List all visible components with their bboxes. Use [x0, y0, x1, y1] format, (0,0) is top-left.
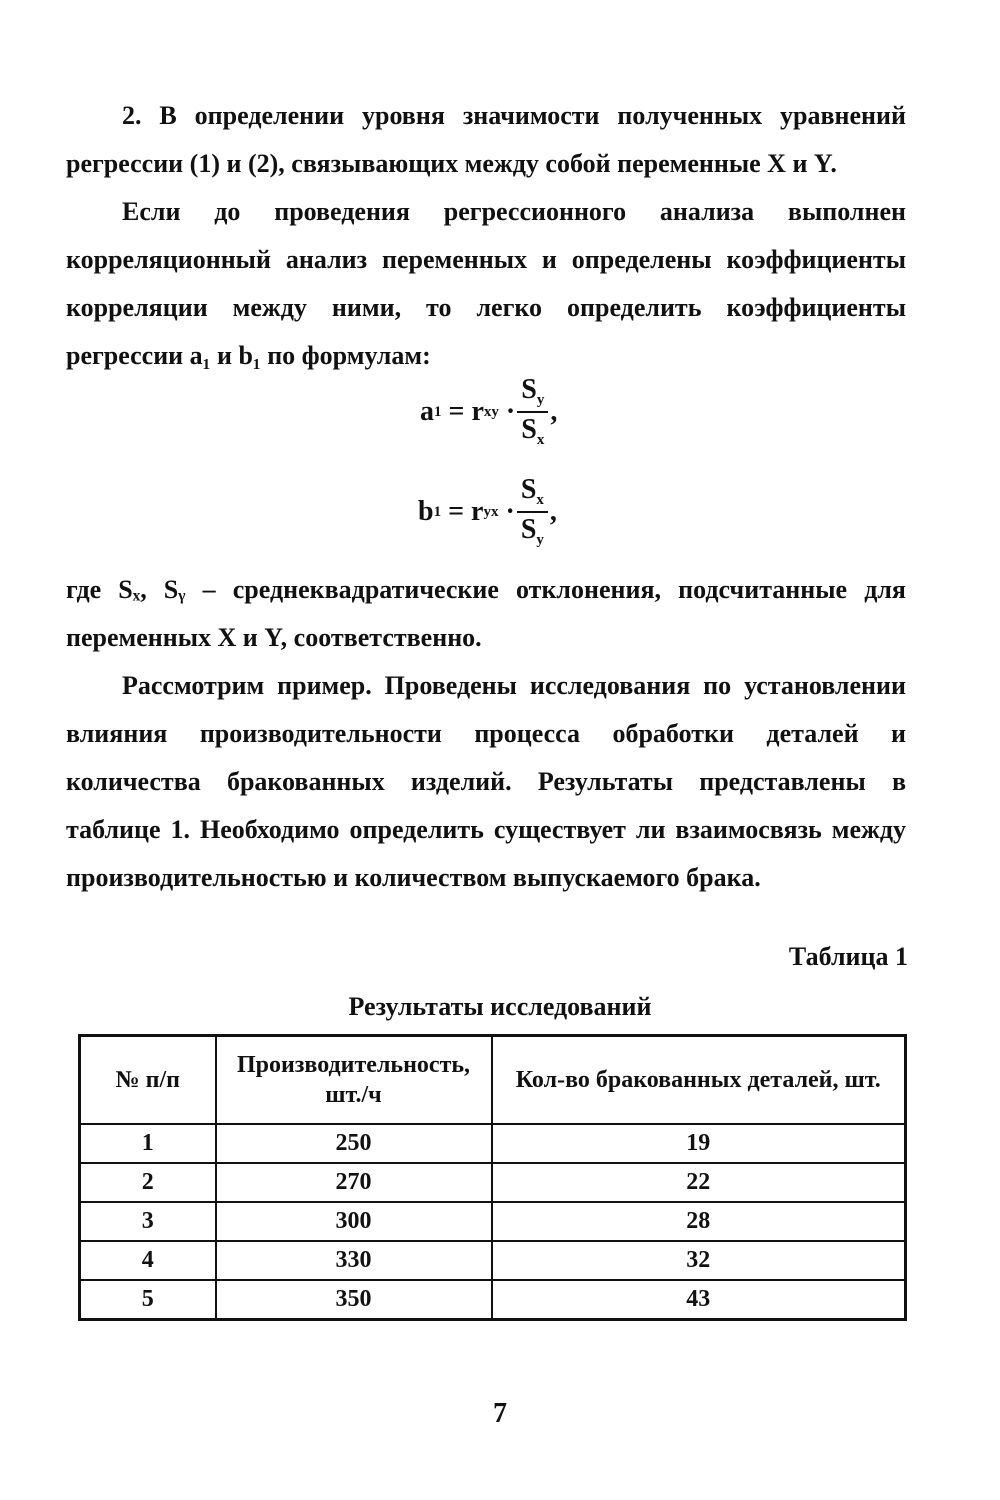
formula-b1-r: r	[471, 496, 484, 527]
table-row	[80, 1241, 906, 1280]
cell-defects: 32	[492, 1241, 906, 1280]
formula-b1-denominator: S	[520, 514, 537, 545]
table-row	[80, 1280, 906, 1320]
formula-a1-numerator-sub: y	[536, 392, 545, 408]
formula-b1-lhs: b	[418, 496, 434, 527]
cell-number: 1	[80, 1124, 216, 1163]
formula-b1-fraction	[517, 476, 548, 548]
cell-productivity: 350	[216, 1280, 492, 1320]
table-row	[80, 1124, 906, 1163]
table-row	[80, 1202, 906, 1241]
formula-b1-numerator: S	[520, 474, 537, 505]
paragraph-correlation-analysis: Если до проведения регрессионного анализа выполнен корреляционный анализ переменных и определены коэффициенты корреляции между ними, то легко определить коэффициенты регрессии a₁ и b₁ по формулам:	[66, 197, 906, 370]
formula-a1-fraction	[517, 376, 548, 448]
table-row	[80, 1163, 906, 1202]
header-defects: Кол-во бракованных деталей, шт.	[492, 1036, 906, 1125]
formula-a1-denominator: S	[521, 414, 537, 445]
formula-a1-denominator-sub: x	[536, 432, 545, 448]
results-table	[78, 1034, 907, 1321]
cell-defects: 28	[492, 1202, 906, 1241]
formula-a1-r-sub: xy	[483, 403, 499, 420]
formula-a1-lhs-sub: 1	[434, 403, 442, 420]
cell-defects: 43	[492, 1280, 906, 1320]
page-number: 7	[493, 1398, 507, 1429]
cell-productivity: 330	[216, 1241, 492, 1280]
formula-b1-denominator-sub: y	[536, 532, 544, 548]
cell-number: 3	[80, 1202, 216, 1241]
cell-defects: 22	[492, 1163, 906, 1202]
formula-a1-numerator: S	[521, 374, 537, 405]
formula-b1-r-sub: yx	[483, 503, 499, 520]
cell-number: 2	[80, 1163, 216, 1202]
formula-b1-lhs-sub: 1	[433, 503, 442, 520]
paragraph-example: Рассмотрим пример. Проведены исследования по установлении влияния производительности процесса обработки деталей и количества бракованных изделий. Результаты представлены в таблице 1. Необходимо определить существует ли взаимосвязь между производительностью и количеством выпускаемого брака.	[66, 671, 906, 892]
paragraph-regression-significance: 2. В определении уровня значимости полученных уравнений регрессии (1) и (2), связывающих между собой переменные X и Y.	[66, 101, 906, 178]
table-caption: Результаты исследований	[348, 992, 652, 1021]
formula-a1-lhs: a	[420, 396, 434, 427]
formula-a1-r: r	[471, 396, 484, 427]
formula-b1-numerator-sub: x	[536, 492, 544, 508]
cell-productivity: 270	[216, 1163, 492, 1202]
cell-defects: 19	[492, 1124, 906, 1163]
cell-number: 5	[80, 1280, 216, 1320]
table-header-row	[80, 1036, 906, 1125]
paragraph-std-deviation: где Sₓ, Sᵧ – среднеквадратические отклонения, подсчитанные для переменных X и Y, соответственно.	[66, 575, 906, 652]
cell-number: 4	[80, 1241, 216, 1280]
table-label: Таблица 1	[788, 942, 908, 971]
formula-a1: a 1 = r xy · $\frac{S_y}{S_x}$ ,	[420, 374, 558, 448]
cell-productivity: 250	[216, 1124, 492, 1163]
header-number: № п/п	[80, 1036, 216, 1125]
cell-productivity: 300	[216, 1202, 492, 1241]
formula-b1: b 1 = r yx · $\frac{S_x}{S_y}$ ,	[418, 474, 557, 548]
header-productivity: Производительность, шт./ч	[216, 1036, 492, 1125]
